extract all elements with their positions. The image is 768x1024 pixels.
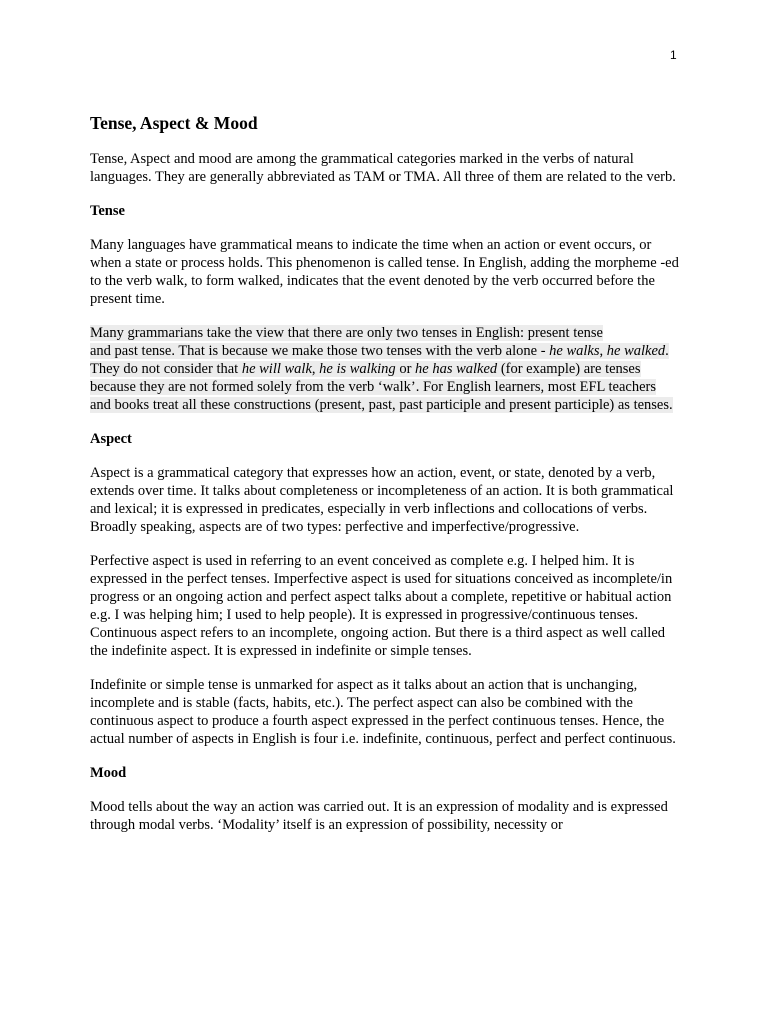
tense-heading: Tense: [90, 203, 125, 219]
document-body: [90, 112, 680, 850]
aspect-paragraph-2: Perfective aspect is used in referring to an event conceived as complete e.g. I helped him. It is expressed in the perfect tenses. Imperfective aspect is used for situations conceived as incomplete/in progress or an ongoing action and perfect aspect talks about a complete, repetitive or habitual action e.g. I was helping him; I used to help people). It is expressed in progressive/continuous tenses. Continuous aspect refers to an incomplete, ongoing action. But there is a third aspect as well called the indefinite aspect. It is expressed in indefinite or simple tenses.: [90, 553, 673, 659]
highlighted-text: and past tense. That is because we make those two tenses with the verb alone - he walks, he walked. They do not consider that he will walk, he is walking or he has walked (for example) are tenses because they are not formed solely from the verb ‘walk’. For English learners, most EFL teachers and books treat all these constructions (present, past, past participle and present participle) as tenses.: [90, 343, 673, 413]
aspect-paragraph-1: Aspect is a grammatical category that expresses how an action, event, or state, denoted by a verb, extends over time. It talks about completeness or incompleteness of an action. It is both grammatical and lexical; it is expressed in predicates, especially in verb inflections and collocations of verbs. Broadly speaking, aspects are of two types: perfective and imperfective/progressive.: [90, 465, 674, 535]
mood-paragraph-1: Mood tells about the way an action was carried out. It is an expression of modality and is expressed through modal verbs. ‘Modality’ itself is an expression of possibility, necessity or: [90, 799, 668, 833]
tense-paragraph-1: Many languages have grammatical means to indicate the time when an action or event occurs, or when a state or process holds. This phenomenon is called tense. In English, adding the morpheme -ed to the verb walk, to form walked, indicates that the event denoted by the verb occurred before the present time.: [90, 237, 679, 307]
intro-paragraph: Tense, Aspect and mood are among the grammatical categories marked in the verbs of natural languages. They are generally abbreviated as TAM or TMA. All three of them are related to the verb.: [90, 151, 676, 185]
document-title: Tense, Aspect & Mood: [90, 113, 258, 133]
aspect-paragraph-3: Indefinite or simple tense is unmarked for aspect as it talks about an action that is unchanging, incomplete and is stable (facts, habits, etc.). The perfect aspect can also be combined with the continuous aspect to produce a fourth aspect expressed in the perfect continuous tenses. Hence, the actual number of aspects in English is four i.e. indefinite, continuous, perfect and perfect continuous.: [90, 677, 676, 747]
aspect-heading: Aspect: [90, 431, 132, 447]
highlight-line-1: Many grammarians take the view that there are only two tenses in English: present tense: [90, 325, 603, 341]
page-number: 1: [670, 48, 677, 62]
tense-paragraph-2: [90, 324, 680, 414]
mood-heading: Mood: [90, 765, 127, 781]
